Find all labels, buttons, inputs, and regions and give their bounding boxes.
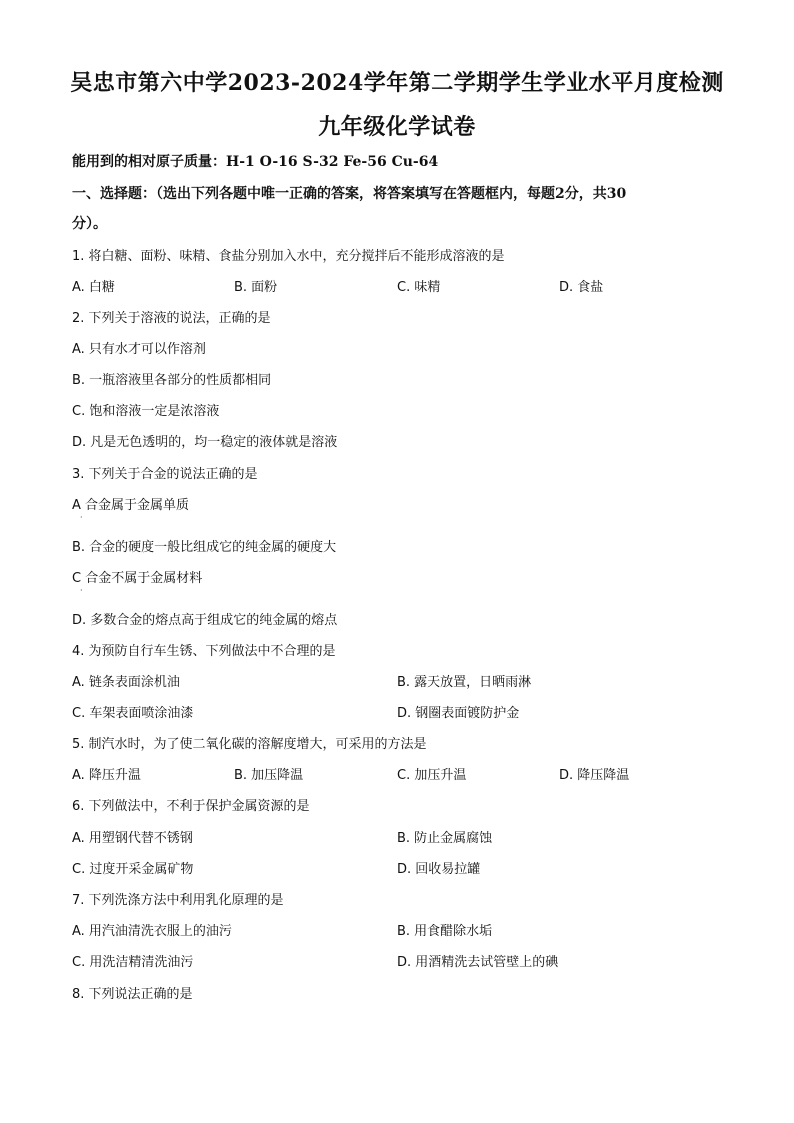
- q1-option-d: D. 食盐: [559, 280, 604, 295]
- stray-dot-mark: ·: [80, 513, 83, 522]
- q3-option-a: A 合金属于金属单质: [72, 498, 190, 513]
- question-7-stem: 7. 下列洗涤方法中利用乳化原理的是: [72, 893, 284, 908]
- q4-option-a: A. 链条表面涂机油: [72, 675, 180, 690]
- q2-option-b: B. 一瓶溶液里各部分的性质都相同: [72, 373, 272, 388]
- q3-option-c: C 合金不属于金属材料: [72, 571, 203, 586]
- q2-option-c: C. 饱和溶液一定是浓溶液: [72, 404, 220, 419]
- section-heading: 一、选择题：（选出下列各题中唯一正确的答案，将答案填写在答题框内，每题2分，共30: [72, 186, 627, 202]
- q1-option-c: C. 味精: [397, 280, 441, 295]
- q5-option-d: D. 降压降温: [559, 768, 630, 783]
- question-4-stem: 4. 为预防自行车生锈、下列做法中不合理的是: [72, 644, 336, 659]
- question-8-stem: 8. 下列说法正确的是: [72, 987, 193, 1002]
- exam-subtitle: 九年级化学试卷: [318, 114, 476, 140]
- q7-option-a: A. 用汽油清洗衣服上的油污: [72, 924, 232, 939]
- question-3-stem: 3. 下列关于合金的说法正确的是: [72, 467, 258, 482]
- question-2-stem: 2. 下列关于溶液的说法，正确的是: [72, 311, 271, 326]
- q3-option-d: D. 多数合金的熔点高于组成它的纯金属的熔点: [72, 613, 338, 628]
- q1-option-b: B. 面粉: [234, 280, 278, 295]
- question-6-stem: 6. 下列做法中，不利于保护金属资源的是: [72, 799, 310, 814]
- q7-option-d: D. 用酒精洗去试管壁上的碘: [397, 955, 559, 970]
- q1-option-a: A. 白糖: [72, 280, 115, 295]
- q6-option-a: A. 用塑钢代替不锈钢: [72, 831, 193, 846]
- q6-option-b: B. 防止金属腐蚀: [397, 831, 493, 846]
- section-heading-cont: 分）。: [72, 216, 107, 232]
- exam-title: 吴忠市第六中学2023-2024学年第二学期学生学业水平月度检测: [70, 70, 724, 96]
- question-1-stem: 1. 将白糖、面粉、味精、食盐分别加入水中，充分搅拌后不能形成溶液的是: [72, 249, 505, 264]
- q4-option-d: D. 钢圈表面镀防护金: [397, 706, 520, 721]
- q7-option-c: C. 用洗洁精清洗油污: [72, 955, 194, 970]
- question-5-stem: 5. 制汽水时，为了使二氧化碳的溶解度增大，可采用的方法是: [72, 737, 427, 752]
- q2-option-d: D. 凡是无色透明的，均一稳定的液体就是溶液: [72, 435, 338, 450]
- q4-option-b: B. 露天放置，日晒雨淋: [397, 675, 532, 690]
- q3-option-b: B. 合金的硬度一般比组成它的纯金属的硬度大: [72, 540, 337, 555]
- q6-option-c: C. 过度开采金属矿物: [72, 862, 194, 877]
- q7-option-b: B. 用食醋除水垢: [397, 924, 493, 939]
- q5-option-a: A. 降压升温: [72, 768, 141, 783]
- stray-dot-mark: ·: [80, 586, 83, 595]
- q6-option-d: D. 回收易拉罐: [397, 862, 481, 877]
- q2-option-a: A. 只有水才可以作溶剂: [72, 342, 206, 357]
- atomic-mass-line: 能用到的相对原子质量：H-1 O-16 S-32 Fe-56 Cu-64: [72, 154, 439, 170]
- q4-option-c: C. 车架表面喷涂油漆: [72, 706, 194, 721]
- q5-option-b: B. 加压降温: [234, 768, 304, 783]
- q5-option-c: C. 加压升温: [397, 768, 467, 783]
